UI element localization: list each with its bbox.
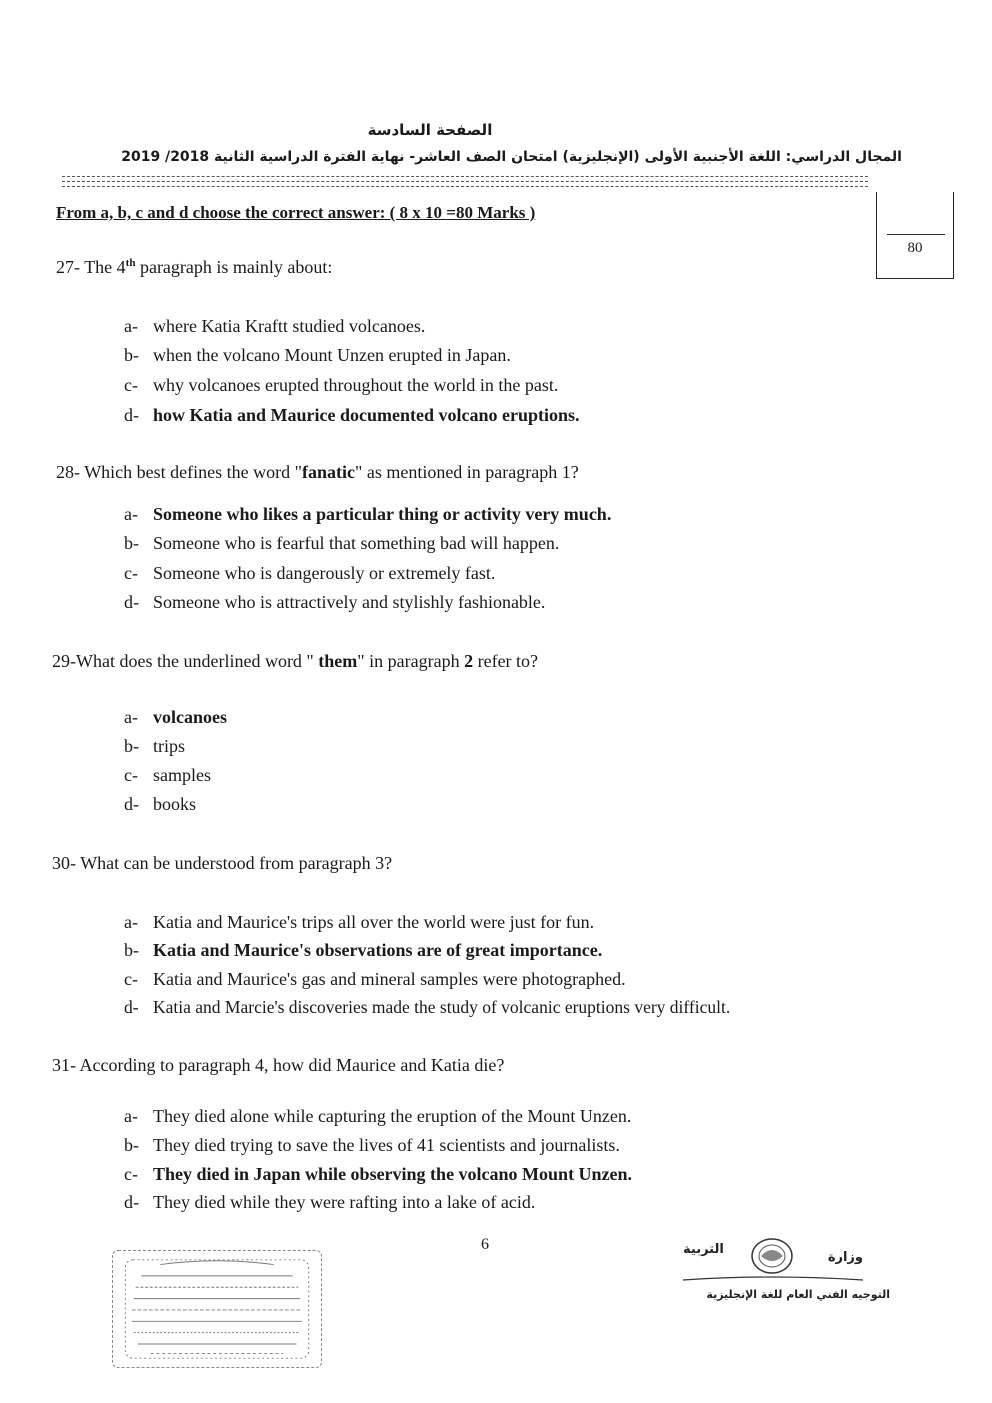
option-text: Katia and Marcie's discoveries made the study of volcanic eruptions very difficult.: [153, 997, 731, 1017]
option-29-d: [124, 794, 196, 815]
question-text-post: refer to?: [473, 651, 539, 671]
question-number: 30-: [52, 853, 76, 873]
option-28-d: [124, 592, 545, 613]
option-text: Someone who is fearful that something bad will happen.: [153, 533, 560, 553]
question-30: [52, 853, 392, 874]
option-31-b: [124, 1135, 620, 1156]
question-keyword: fanatic: [301, 462, 355, 482]
option-text: Someone who is dangerously or extremely fast.: [153, 563, 496, 583]
question-number: 29-: [52, 651, 76, 671]
header-divider-second: [62, 181, 868, 182]
ordinal-suffix: th: [125, 257, 136, 269]
question-text-mid: " in paragraph: [357, 651, 465, 671]
option-28-c: [124, 563, 495, 584]
question-number: 27-: [56, 257, 80, 277]
option-30-c: [124, 969, 626, 990]
question-number: 28-: [56, 462, 80, 482]
option-text: when the volcano Mount Unzen erupted in Japan.: [153, 345, 511, 365]
question-text-pre: Which best defines the word ": [84, 462, 302, 482]
question-text-pre: The 4: [84, 257, 126, 277]
question-text-post: " as mentioned in paragraph 1?: [354, 462, 579, 482]
ministry-emblem-icon: [749, 1236, 795, 1276]
page-number: 6: [481, 1236, 489, 1253]
option-letter: c-: [124, 765, 138, 785]
option-letter: c-: [124, 375, 138, 395]
option-text: They died trying to save the lives of 41 scientists and journalists.: [153, 1135, 620, 1155]
option-letter: a-: [124, 707, 138, 727]
option-text: where Katia Kraftt studied volcanoes.: [153, 316, 426, 336]
option-letter: b-: [124, 736, 139, 756]
option-letter: a-: [124, 1106, 138, 1126]
question-31: [52, 1055, 504, 1076]
ministry-department: التوجيه الفني العام للغة الإنجليزية: [706, 1288, 890, 1301]
option-27-a: [124, 316, 425, 337]
option-letter: d-: [124, 997, 139, 1017]
ministry-logo-block: [683, 1236, 863, 1286]
question-keyword: them: [318, 651, 358, 671]
option-letter: b-: [124, 940, 139, 960]
question-text-pre: What does the underlined word ": [76, 651, 319, 671]
option-letter: d-: [124, 592, 139, 612]
option-text: Someone who is attractively and stylishly fashionable.: [153, 592, 546, 612]
option-text: Katia and Maurice's trips all over the world were just for fun.: [153, 912, 595, 932]
header-divider-third: [62, 186, 868, 187]
option-letter: b-: [124, 533, 139, 553]
option-text-correct: how Katia and Maurice documented volcano eruptions.: [153, 405, 580, 425]
option-letter: c-: [124, 969, 138, 989]
option-text: trips: [153, 736, 186, 756]
option-30-b-correct: [124, 940, 602, 961]
page-title: الصفحة السادسة: [367, 121, 493, 139]
option-letter: a-: [124, 912, 138, 932]
question-27: [56, 257, 332, 278]
option-text-correct: They died in Japan while observing the volcano Mount Unzen.: [153, 1164, 633, 1184]
option-letter: d-: [124, 405, 139, 425]
option-letter: a-: [124, 316, 138, 336]
official-stamp: [112, 1250, 322, 1368]
option-30-a: [124, 912, 594, 933]
option-29-a-correct: [124, 707, 227, 728]
option-27-d-correct: [124, 405, 580, 426]
option-30-d: [124, 997, 730, 1018]
option-letter: b-: [124, 1135, 139, 1155]
option-text-correct: volcanoes: [153, 707, 227, 727]
option-letter: d-: [124, 1192, 139, 1212]
option-31-c-correct: [124, 1164, 632, 1185]
option-letter: c-: [124, 1164, 138, 1184]
option-text: They died alone while capturing the eruption of the Mount Unzen.: [153, 1106, 632, 1126]
option-letter: c-: [124, 563, 138, 583]
option-28-b: [124, 533, 559, 554]
option-text: books: [153, 794, 197, 814]
option-text-correct: Someone who likes a particular thing or activity very much.: [153, 504, 612, 524]
option-27-b: [124, 345, 511, 366]
option-letter: b-: [124, 345, 139, 365]
option-text-correct: Katia and Maurice's observations are of great importance.: [153, 940, 603, 960]
option-29-c: [124, 765, 211, 786]
option-27-c: [124, 375, 558, 396]
question-number: 31-: [52, 1055, 76, 1075]
question-28: [56, 462, 579, 483]
question-text-pre: According to paragraph 4, how did Maurice and Katia die?: [79, 1055, 505, 1075]
ministry-underline-icon: [683, 1276, 863, 1284]
option-text: samples: [153, 765, 211, 785]
instruction-heading: From a, b, c and d choose the correct answer: ( 8 x 10 =80 Marks ): [56, 203, 536, 222]
header-divider: [62, 176, 868, 177]
question-paragraph-number: 2: [464, 651, 474, 671]
score-line: [887, 234, 945, 235]
option-letter: a-: [124, 504, 138, 524]
question-29: [52, 651, 538, 672]
option-31-a: [124, 1106, 631, 1127]
question-text-post: paragraph is mainly about:: [135, 257, 333, 277]
option-letter: d-: [124, 794, 139, 814]
exam-subtitle: المجال الدراسي: اللغة الأجنبية الأولى (الإنجليزية) امتحان الصف العاشر- نهاية الفترة الدراسية الثانية 2018/ 2019: [121, 149, 902, 165]
education-word: التربية: [683, 1242, 724, 1257]
option-29-b: [124, 736, 185, 757]
option-text: why volcanoes erupted throughout the world in the past.: [153, 375, 559, 395]
question-text-pre: What can be understood from paragraph 3?: [80, 853, 393, 873]
option-28-a-correct: [124, 504, 611, 525]
option-text: They died while they were rafting into a lake of acid.: [153, 1192, 536, 1212]
option-text: Katia and Maurice's gas and mineral samples were photographed.: [153, 969, 626, 989]
option-31-d: [124, 1192, 535, 1213]
score-value: 80: [907, 240, 923, 256]
ministry-word: وزارة: [827, 1250, 863, 1265]
score-box: [876, 192, 954, 279]
stamp-scribble-icon: [121, 1257, 313, 1361]
